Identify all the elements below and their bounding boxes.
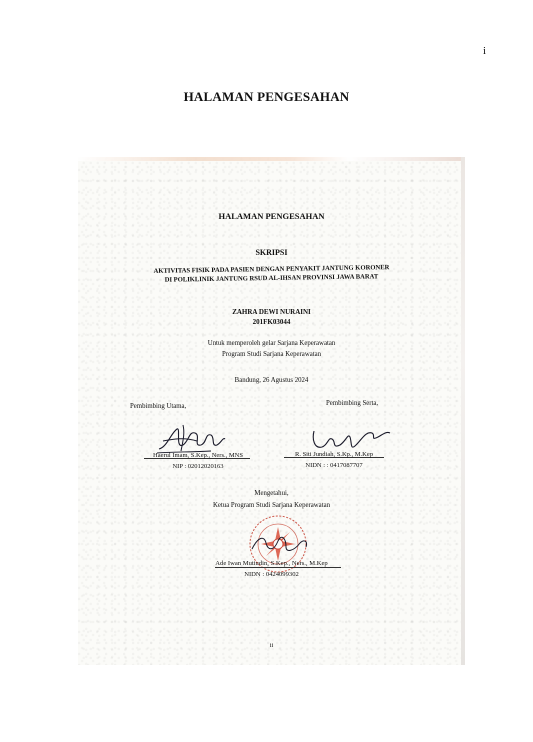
author-name: ZAHRA DEWI NURAINI [232,308,311,316]
purpose-line-2: Program Studi Sarjana Keperawatan [221,351,322,358]
head-id: NIDN : 0424099302 [244,571,299,578]
acknowledged-label: Mengetahui, [254,490,289,497]
head-signature [246,529,312,557]
scan-page-number: ii [269,642,274,649]
place-date: Bandung, 26 Agustus 2024 [234,377,309,384]
supervisor-2-role: Pembimbing Serta, [326,400,379,407]
supervisor-2-id: NIDN : : 0417087707 [305,462,363,469]
thesis-title-line-2: DI POLIKLINIK JANTUNG RSUD AL-IHSAN PROVINSI JAWA BARAT [164,273,379,284]
supervisor-1-name: Haerul Imam, S.Kep., Ners., MNS [153,452,243,459]
thesis-title-line-1: AKTIVITAS FISIK PADA PASIEN DENGAN PENYAKIT JANTUNG KORONER [153,264,390,275]
purpose-line-1: Untuk memperoleh gelar Sarjana Keperawatan [207,340,336,347]
doc-type: SKRIPSI [255,248,288,257]
head-signature-line [215,567,341,568]
scan-heading: HALAMAN PENGESAHAN [218,211,325,221]
page-title: HALAMAN PENGESAHAN [183,89,350,104]
supervisor-1-role: Pembimbing Utama, [130,403,187,410]
page-number: i [482,45,486,57]
head-name: Ade Iwan Mutiudin, S.Kep., Ners., M.Kep [215,560,328,567]
scan-edge-shadow [461,157,465,665]
scan-border-artifact [78,157,465,161]
author-id: 201FK03044 [252,318,291,326]
supervisor-1-id: NIP : 02012020163 [172,463,224,470]
supervisor-2-name: R. Siti Jundiah, S.Kp., M.Kep [294,451,373,458]
scanned-approval-sheet [78,157,465,665]
head-role: Ketua Program Studi Sarjana Keperawatan [212,502,331,509]
